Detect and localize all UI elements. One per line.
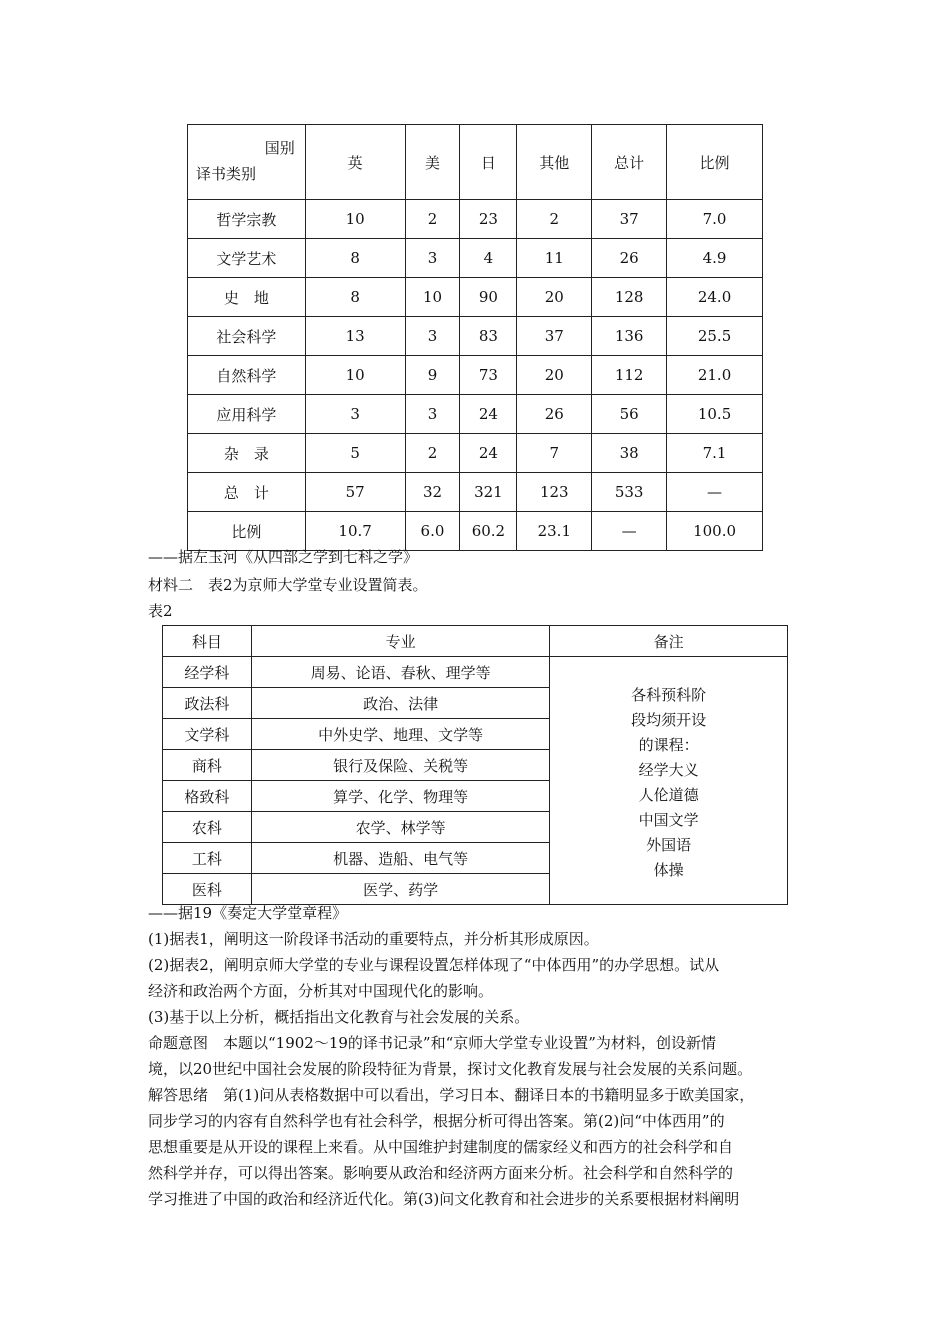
question-2-line: 经济和政治两个方面，分析其对中国现代化的影响。 [148, 982, 494, 1000]
table-cell: 56 [592, 395, 667, 434]
table-cell: 2 [405, 434, 460, 473]
table-cell: 7 [517, 434, 592, 473]
row-label: 自然科学 [188, 356, 306, 395]
table-row [188, 356, 763, 395]
table-cell: 20 [517, 356, 592, 395]
table-cell: 83 [460, 317, 517, 356]
major-cell: 医学、药学 [251, 874, 550, 905]
table-cell: 100.0 [667, 512, 763, 551]
row-label: 应用科学 [188, 395, 306, 434]
table-cell: 25.5 [667, 317, 763, 356]
table-cell: 23 [460, 200, 517, 239]
table-cell: 37 [592, 200, 667, 239]
subject-cell: 文学科 [163, 719, 252, 750]
column-header: 专业 [251, 626, 550, 657]
table-cell: 4 [460, 239, 517, 278]
table-cell: 23.1 [517, 512, 592, 551]
column-header: 比例 [667, 125, 763, 200]
table-cell: 3 [305, 395, 405, 434]
table-cell: 37 [517, 317, 592, 356]
table-row [188, 200, 763, 239]
subject-cell: 医科 [163, 874, 252, 905]
diagonal-header-cell [188, 125, 306, 200]
table-cell: 3 [405, 395, 460, 434]
material2-intro: 材料二 表2为京师大学堂专业设置简表。 [148, 576, 428, 594]
major-cell: 政治、法律 [251, 688, 550, 719]
column-header: 总计 [592, 125, 667, 200]
row-label: 史 地 [188, 278, 306, 317]
column-header: 备注 [550, 626, 788, 657]
column-header: 科目 [163, 626, 252, 657]
table-cell: 21.0 [667, 356, 763, 395]
table-cell: 26 [517, 395, 592, 434]
subject-cell: 经学科 [163, 657, 252, 688]
question-3: (3)基于以上分析，概括指出文化教育与社会发展的关系。 [148, 1008, 530, 1026]
answer-line: 同步学习的内容有自然科学也有社会科学，根据分析可得出答案。第(2)问“中体西用”的 [148, 1112, 725, 1130]
row-label: 杂 录 [188, 434, 306, 473]
table-cell: 321 [460, 473, 517, 512]
question-2-line: (2)据表2，阐明京师大学堂的专业与课程设置怎样体现了“中体西用”的办学思想。试从 [148, 956, 720, 974]
table-cell: 7.1 [667, 434, 763, 473]
major-cell: 算学、化学、物理等 [251, 781, 550, 812]
row-label: 文学艺术 [188, 239, 306, 278]
note-cell [550, 657, 788, 905]
answer-line: 学习推进了中国的政治和经济近代化。第(3)问文化教育和社会进步的关系要根据材料阐明 [148, 1190, 740, 1208]
subject-cell: 商科 [163, 750, 252, 781]
row-label: 总 计 [188, 473, 306, 512]
row-label: 哲学宗教 [188, 200, 306, 239]
note-line: 经学大义 [638, 760, 699, 779]
table-cell: 38 [592, 434, 667, 473]
table-cell: 10.7 [305, 512, 405, 551]
note-line: 中国文学 [638, 810, 699, 829]
table-cell: 4.9 [667, 239, 763, 278]
university-majors-table [162, 625, 788, 905]
subject-cell: 格致科 [163, 781, 252, 812]
intent-line: 境，以20世纪中国社会发展的阶段特征为背景，探讨文化教育发展与社会发展的关系问题。 [148, 1060, 753, 1078]
table-cell: 20 [517, 278, 592, 317]
column-header: 日 [460, 125, 517, 200]
column-header: 美 [405, 125, 460, 200]
major-cell: 周易、论语、春秋、理学等 [251, 657, 550, 688]
table-cell: 13 [305, 317, 405, 356]
answer-line: 解答思绪 第(1)问从表格数据中可以看出，学习日本、翻译日本的书籍明显多于欧美国家， [148, 1086, 755, 1104]
table-cell: 123 [517, 473, 592, 512]
table-cell: 6.0 [405, 512, 460, 551]
table-cell: 533 [592, 473, 667, 512]
note-line: 体操 [653, 860, 684, 879]
table-cell: — [667, 473, 763, 512]
table-cell: 24 [460, 434, 517, 473]
table1-source: ——据左玉河《从四部之学到七科之学》 [148, 548, 419, 566]
table-cell: 10 [305, 200, 405, 239]
major-cell: 银行及保险、关税等 [251, 750, 550, 781]
table-cell: 7.0 [667, 200, 763, 239]
column-header: 英 [305, 125, 405, 200]
table-row [163, 657, 788, 688]
row-label: 比例 [188, 512, 306, 551]
table-cell: 112 [592, 356, 667, 395]
intent-line: 命题意图 本题以“1902～19的译书记录”和“京师大学堂专业设置”为材料，创设新情 [148, 1034, 716, 1052]
table-cell: 57 [305, 473, 405, 512]
table-cell: 9 [405, 356, 460, 395]
table-cell: 60.2 [460, 512, 517, 551]
major-cell: 农学、林学等 [251, 812, 550, 843]
table-row [188, 239, 763, 278]
table-cell: 136 [592, 317, 667, 356]
table-cell: 90 [460, 278, 517, 317]
table-cell: 10 [405, 278, 460, 317]
table-cell: 2 [405, 200, 460, 239]
table-cell: 8 [305, 278, 405, 317]
note-line: 外国语 [646, 835, 692, 854]
subject-cell: 工科 [163, 843, 252, 874]
note-line: 各科预科阶 [631, 685, 707, 704]
major-cell: 机器、造船、电气等 [251, 843, 550, 874]
major-cell: 中外史学、地理、文学等 [251, 719, 550, 750]
table-cell: — [592, 512, 667, 551]
table2-caption: 表2 [148, 602, 173, 620]
table-cell: 73 [460, 356, 517, 395]
table-row [188, 473, 763, 512]
table-cell: 5 [305, 434, 405, 473]
table-cell: 26 [592, 239, 667, 278]
table-row [188, 278, 763, 317]
table-cell: 3 [405, 239, 460, 278]
note-line: 人伦道德 [638, 785, 699, 804]
question-1: (1)据表1，阐明这一阶段译书活动的重要特点，并分析其形成原因。 [148, 930, 599, 948]
table-row [188, 434, 763, 473]
subject-cell: 农科 [163, 812, 252, 843]
column-header: 其他 [517, 125, 592, 200]
translation-table [187, 124, 763, 551]
table-header-row [188, 125, 763, 200]
table-row [188, 317, 763, 356]
table-cell: 10 [305, 356, 405, 395]
table-row [188, 395, 763, 434]
table-cell: 8 [305, 239, 405, 278]
note-line: 段均须开设 [631, 710, 707, 729]
header-category-label: 译书类别 [196, 165, 257, 183]
header-country-label: 国别 [264, 139, 295, 157]
table-cell: 3 [405, 317, 460, 356]
table-cell: 32 [405, 473, 460, 512]
table-cell: 2 [517, 200, 592, 239]
row-label: 社会科学 [188, 317, 306, 356]
table-cell: 10.5 [667, 395, 763, 434]
table2-source: ——据19《奏定大学堂章程》 [148, 904, 348, 922]
answer-line: 思想重要是从开设的课程上来看。从中国维护封建制度的儒家经义和西方的社会科学和自 [148, 1138, 734, 1156]
subject-cell: 政法科 [163, 688, 252, 719]
table-cell: 24 [460, 395, 517, 434]
table-cell: 11 [517, 239, 592, 278]
table-header-row [163, 626, 788, 657]
answer-line: 然科学并存，可以得出答案。影响要从政治和经济两方面来分析。社会科学和自然科学的 [148, 1164, 734, 1182]
note-line: 的课程： [638, 735, 699, 754]
table-cell: 128 [592, 278, 667, 317]
table-cell: 24.0 [667, 278, 763, 317]
